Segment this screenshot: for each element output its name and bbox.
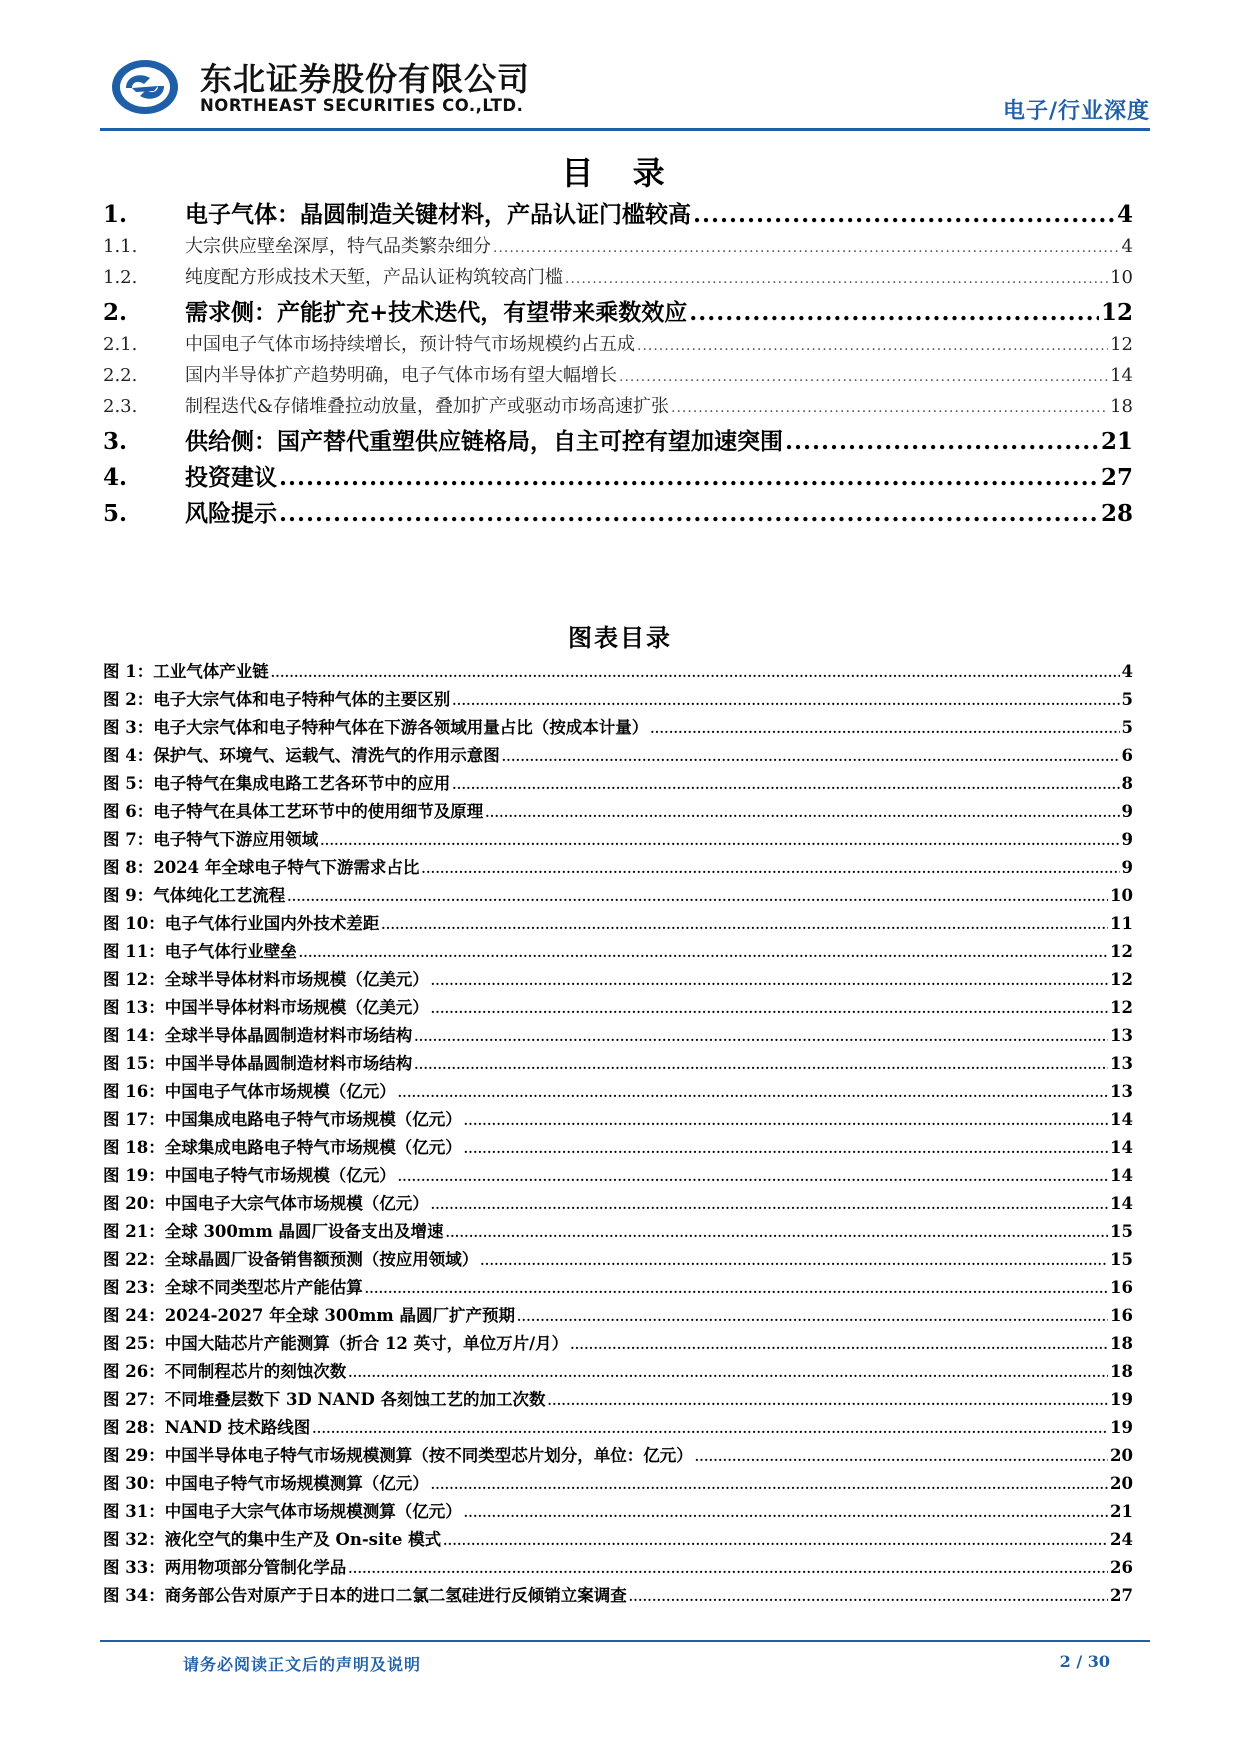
dot-leader (548, 1394, 1109, 1408)
dot-leader (431, 974, 1108, 988)
figure-page: 13 (1110, 1082, 1133, 1101)
figure-label: 图 30：中国电子特气市场规模测算（亿元） (103, 1474, 429, 1493)
dot-leader (348, 1562, 1108, 1576)
dot-leader (493, 240, 1120, 256)
figure-entry[interactable] (103, 770, 1133, 798)
toc-page: 18 (1110, 396, 1133, 417)
figure-label: 图 23：全球不同类型芯片产能估算 (103, 1278, 363, 1297)
toc-entry[interactable] (103, 330, 1133, 361)
dot-leader (464, 1142, 1108, 1156)
toc-label: 大宗供应壁垒深厚，特气品类繁杂细分 (185, 236, 491, 257)
figure-entry[interactable] (103, 1302, 1133, 1330)
figure-label: 图 5：电子特气在集成电路工艺各环节中的应用 (103, 774, 451, 793)
figure-entry[interactable] (103, 1470, 1133, 1498)
figure-label: 图 20：中国电子大宗气体市场规模（亿元） (103, 1194, 429, 1213)
dot-leader (464, 1506, 1108, 1520)
report-category: 电子/行业深度 (1002, 99, 1150, 124)
figure-page: 4 (1121, 662, 1133, 681)
toc-entry[interactable] (103, 196, 1133, 232)
figure-page: 5 (1121, 718, 1133, 737)
figure-list (103, 658, 1133, 1610)
figure-label: 图 25：中国大陆芯片产能测算（折合 12 英寸，单位万片/月） (103, 1334, 569, 1353)
dot-leader (431, 1002, 1108, 1016)
figure-entry[interactable] (103, 1582, 1133, 1610)
figure-entry[interactable] (103, 1162, 1133, 1190)
toc-number: 5. (103, 500, 128, 527)
toc-entry[interactable] (103, 423, 1133, 459)
figure-page: 27 (1110, 1586, 1133, 1605)
figure-entry[interactable] (103, 742, 1133, 770)
figure-entry[interactable] (103, 1078, 1133, 1106)
toc-page: 10 (1110, 267, 1133, 288)
toc-page: 12 (1100, 299, 1133, 326)
dot-leader (299, 946, 1108, 960)
dot-leader (485, 806, 1119, 820)
dot-leader (279, 500, 1099, 527)
figure-page: 14 (1110, 1166, 1133, 1185)
figure-entry[interactable] (103, 994, 1133, 1022)
figure-page: 18 (1110, 1334, 1133, 1353)
company-name-en: NORTHEAST SECURITIES CO.,LTD. (200, 96, 524, 115)
figure-label: 图 22：全球晶圆厂设备销售额预测（按应用领域） (103, 1250, 479, 1269)
dot-leader (785, 428, 1099, 455)
figure-page: 9 (1121, 830, 1133, 849)
figure-page: 19 (1110, 1418, 1133, 1437)
page-number: 2 / 30 (1059, 1652, 1110, 1671)
figure-label: 图 14：全球半导体晶圆制造材料市场结构 (103, 1026, 413, 1045)
toc-entry[interactable] (103, 232, 1133, 263)
dot-leader (348, 1366, 1108, 1380)
dot-leader (414, 1030, 1108, 1044)
figure-page: 24 (1110, 1530, 1133, 1549)
figure-page: 13 (1110, 1054, 1133, 1073)
toc-label: 需求侧：产能扩充+技术迭代，有望带来乘数效应 (185, 299, 688, 326)
figure-entry[interactable] (103, 686, 1133, 714)
figure-page: 13 (1110, 1026, 1133, 1045)
figure-entry[interactable] (103, 882, 1133, 910)
dot-leader (312, 1422, 1108, 1436)
figure-label: 图 19：中国电子特气市场规模（亿元） (103, 1166, 396, 1185)
dot-leader (689, 299, 1099, 326)
toc-title: 目 录 (561, 154, 679, 192)
dot-leader (431, 1478, 1108, 1492)
figure-entry[interactable] (103, 798, 1133, 826)
figure-entry[interactable] (103, 1106, 1133, 1134)
toc-page: 12 (1110, 334, 1133, 355)
figure-label: 图 2：电子大宗气体和电子特种气体的主要区别 (103, 690, 451, 709)
figure-page: 6 (1121, 746, 1133, 765)
dot-leader (279, 464, 1099, 491)
figure-label: 图 13：中国半导体材料市场规模（亿美元） (103, 998, 429, 1017)
figure-label: 图 32：液化空气的集中生产及 On-site 模式 (103, 1530, 442, 1549)
dot-leader (637, 338, 1108, 354)
figure-label: 图 18：全球集成电路电子特气市场规模（亿元） (103, 1138, 462, 1157)
figure-page: 10 (1110, 886, 1133, 905)
dot-leader (629, 1590, 1108, 1604)
figure-page: 15 (1110, 1250, 1133, 1269)
figure-entry[interactable] (103, 1442, 1133, 1470)
figure-label: 图 28：NAND 技术路线图 (103, 1418, 311, 1437)
dot-leader (271, 666, 1120, 680)
toc-entry[interactable] (103, 263, 1133, 294)
footer-divider (100, 1640, 1150, 1642)
figure-label: 图 34：商务部公告对原产于日本的进口二氯二氢硅进行反倾销立案调查 (103, 1586, 627, 1605)
dot-leader (320, 834, 1119, 848)
dot-leader (565, 271, 1108, 287)
figure-page: 19 (1110, 1390, 1133, 1409)
figure-entry[interactable] (103, 1358, 1133, 1386)
dot-leader (650, 722, 1119, 736)
figure-page: 9 (1121, 802, 1133, 821)
figure-label: 图 21：全球 300mm 晶圆厂设备支出及增速 (103, 1222, 444, 1241)
toc-label: 国内半导体扩产趋势明确，电子气体市场有望大幅增长 (185, 365, 617, 386)
toc-entry[interactable] (103, 392, 1133, 423)
toc-page: 4 (1116, 201, 1133, 228)
toc-number: 1.1. (103, 236, 138, 257)
figure-label: 图 24：2024-2027 年全球 300mm 晶圆厂扩产预期 (103, 1306, 515, 1325)
dot-leader (381, 918, 1108, 932)
toc-page: 28 (1100, 500, 1133, 527)
figure-page: 16 (1110, 1278, 1133, 1297)
figure-page: 8 (1121, 774, 1133, 793)
figure-label: 图 4：保护气、环境气、运载气、清洗气的作用示意图 (103, 746, 500, 765)
figure-entry[interactable] (103, 658, 1133, 686)
figure-entry[interactable] (103, 1526, 1133, 1554)
swirl-logo-icon (110, 58, 180, 116)
figure-page: 14 (1110, 1110, 1133, 1129)
dot-leader (398, 1086, 1108, 1100)
figure-label: 图 12：全球半导体材料市场规模（亿美元） (103, 970, 429, 989)
dot-leader (452, 778, 1119, 792)
figure-label: 图 15：中国半导体晶圆制造材料市场结构 (103, 1054, 413, 1073)
toc-page: 14 (1110, 365, 1133, 386)
figure-entry[interactable] (103, 938, 1133, 966)
figure-entry[interactable] (103, 1498, 1133, 1526)
toc-label: 供给侧：国产替代重塑供应链格局，自主可控有望加速突围 (185, 428, 783, 455)
dot-leader (502, 750, 1120, 764)
figure-label: 图 31：中国电子大宗气体市场规模测算（亿元） (103, 1502, 462, 1521)
figure-page: 18 (1110, 1362, 1133, 1381)
figure-page: 21 (1110, 1502, 1133, 1521)
toc-entry[interactable] (103, 361, 1133, 392)
toc-number: 4. (103, 464, 128, 491)
dot-leader (414, 1058, 1108, 1072)
figure-label: 图 7：电子特气下游应用领域 (103, 830, 319, 849)
figure-entry[interactable] (103, 1190, 1133, 1218)
dot-leader (695, 1450, 1108, 1464)
toc-label: 风险提示 (185, 500, 277, 527)
figure-label: 图 8：2024 年全球电子特气下游需求占比 (103, 858, 420, 877)
toc-number: 2.1. (103, 334, 138, 355)
figure-page: 20 (1110, 1474, 1133, 1493)
figure-entry[interactable] (103, 826, 1133, 854)
dot-leader (464, 1114, 1108, 1128)
figure-entry[interactable] (103, 1022, 1133, 1050)
figure-label: 图 17：中国集成电路电子特气市场规模（亿元） (103, 1110, 462, 1129)
dot-leader (446, 1226, 1108, 1240)
header-divider (100, 128, 1150, 131)
figure-page: 12 (1110, 970, 1133, 989)
dot-leader (365, 1282, 1108, 1296)
toc-page: 21 (1100, 428, 1133, 455)
figure-entry[interactable] (103, 1414, 1133, 1442)
figure-page: 16 (1110, 1306, 1133, 1325)
dot-leader (480, 1254, 1108, 1268)
figure-page: 15 (1110, 1222, 1133, 1241)
toc-number: 1.2. (103, 267, 138, 288)
toc-entry[interactable] (103, 459, 1133, 495)
figure-label: 图 10：电子气体行业国内外技术差距 (103, 914, 380, 933)
dot-leader (671, 400, 1108, 416)
figure-entry[interactable] (103, 1134, 1133, 1162)
figure-page: 5 (1121, 690, 1133, 709)
figure-label: 图 6：电子特气在具体工艺环节中的使用细节及原理 (103, 802, 484, 821)
toc-number: 2.3. (103, 396, 138, 417)
toc-label: 纯度配方形成技术天堑，产品认证构筑较高门槛 (185, 267, 563, 288)
figure-label: 图 1：工业气体产业链 (103, 662, 269, 681)
figure-label: 图 33：两用物项部分管制化学品 (103, 1558, 347, 1577)
company-name-cn: 东北证券股份有限公司 (200, 60, 531, 98)
toc-label: 制程迭代&存储堆叠拉动放量，叠加扩产或驱动市场高速扩张 (185, 396, 670, 417)
dot-leader (570, 1338, 1108, 1352)
figure-page: 20 (1110, 1446, 1133, 1465)
toc-entry[interactable] (103, 495, 1133, 531)
figure-page: 12 (1110, 998, 1133, 1017)
dot-leader (693, 201, 1115, 228)
toc-page: 4 (1121, 236, 1133, 257)
figure-entry[interactable] (103, 714, 1133, 742)
figure-label: 图 11：电子气体行业壁垒 (103, 942, 297, 961)
dot-leader (421, 862, 1119, 876)
figure-entry[interactable] (103, 854, 1133, 882)
footer-disclaimer: 请务必阅读正文后的声明及说明 (183, 1655, 422, 1674)
figure-entry[interactable] (103, 1246, 1133, 1274)
figure-label: 图 9：气体纯化工艺流程 (103, 886, 286, 905)
figure-page: 12 (1110, 942, 1133, 961)
toc-number: 2. (103, 299, 128, 326)
dot-leader (619, 369, 1108, 385)
page-header (100, 52, 1150, 130)
dot-leader (443, 1534, 1108, 1548)
figure-label: 图 27：不同堆叠层数下 3D NAND 各刻蚀工艺的加工次数 (103, 1390, 546, 1409)
figure-page: 14 (1110, 1138, 1133, 1157)
figure-entry[interactable] (103, 1218, 1133, 1246)
figure-page: 11 (1110, 914, 1133, 933)
dot-leader (287, 890, 1108, 904)
figure-label: 图 29：中国半导体电子特气市场规模测算（按不同类型芯片划分，单位：亿元） (103, 1446, 693, 1465)
figure-entry[interactable] (103, 1274, 1133, 1302)
toc-number: 2.2. (103, 365, 138, 386)
figure-entry[interactable] (103, 1050, 1133, 1078)
figure-entry[interactable] (103, 966, 1133, 994)
figure-entry[interactable] (103, 1330, 1133, 1358)
figure-label: 图 26：不同制程芯片的刻蚀次数 (103, 1362, 347, 1381)
figure-entry[interactable] (103, 1386, 1133, 1414)
dot-leader (517, 1310, 1108, 1324)
toc-number: 3. (103, 428, 128, 455)
figure-label: 图 3：电子大宗气体和电子特种气体在下游各领域用量占比（按成本计量） (103, 718, 649, 737)
table-of-contents (103, 196, 1133, 531)
toc-page: 27 (1100, 464, 1133, 491)
figure-entry[interactable] (103, 910, 1133, 938)
dot-leader (431, 1198, 1108, 1212)
toc-entry[interactable] (103, 294, 1133, 330)
figure-label: 图 16：中国电子气体市场规模（亿元） (103, 1082, 396, 1101)
toc-number: 1. (103, 201, 128, 228)
figure-list-title: 图表目录 (568, 623, 672, 652)
toc-label: 电子气体：晶圆制造关键材料，产品认证门槛较高 (185, 201, 691, 228)
figure-page: 9 (1121, 858, 1133, 877)
figure-page: 14 (1110, 1194, 1133, 1213)
toc-label: 投资建议 (185, 464, 277, 491)
dot-leader (398, 1170, 1108, 1184)
toc-label: 中国电子气体市场持续增长，预计特气市场规模约占五成 (185, 334, 635, 355)
figure-page: 26 (1110, 1558, 1133, 1577)
dot-leader (452, 694, 1119, 708)
figure-entry[interactable] (103, 1554, 1133, 1582)
